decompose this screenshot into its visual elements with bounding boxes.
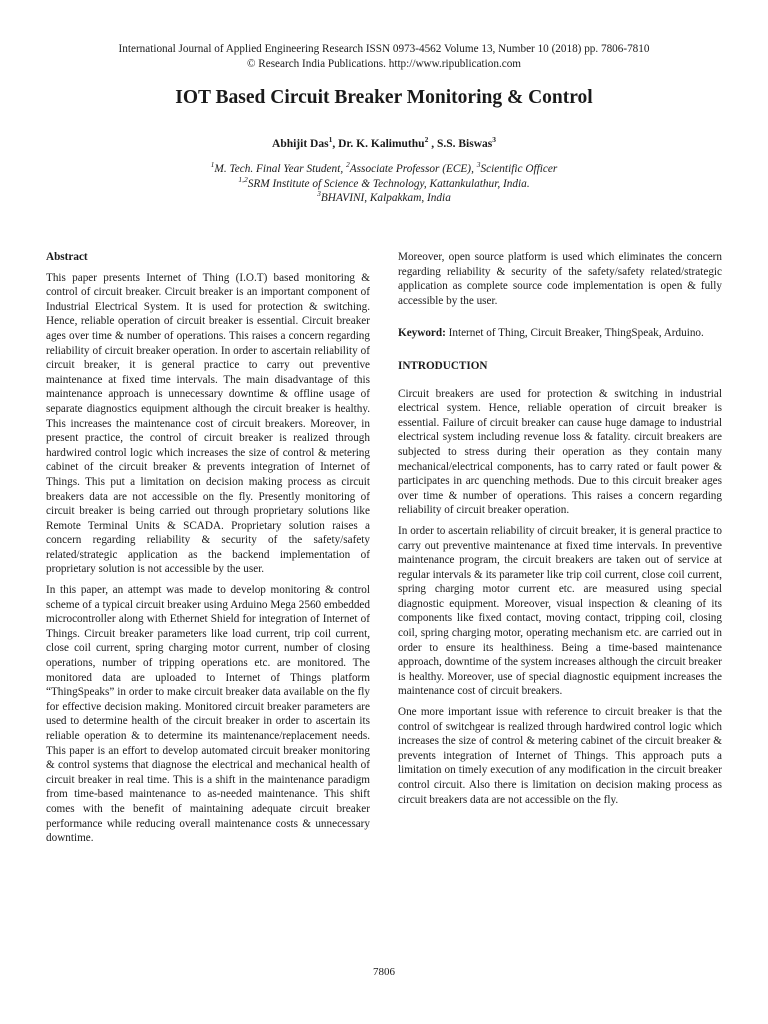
body-paragraph: Circuit breakers are used for protection & switching in industrial electrical system. Hence, reliable operation of circuit breaker is essential. Failure of circuit breaker can cause huge damage to industrial electrical system including revenue loss & fatality. circuit breakers are subjected to stress during their operation as they contain many mechanical/electrical components, has to carry rated or fault power & participates in arc quenching methods. Due to this circuit breaker ages over time & number of operations. This raises a concern regarding reliability of circuit breaker operation. — [398, 387, 722, 517]
affiliation-line — [0, 191, 768, 206]
introduction-heading: INTRODUCTION — [398, 359, 488, 372]
keywords — [398, 326, 722, 341]
abstract-paragraph: Moreover, open source platform is used which eliminates the concern regarding reliability & security of the safety/safety related/strategic application as complete source code implementation is open & fully accessible by the user. — [398, 251, 722, 307]
abstract-heading: Abstract — [46, 251, 88, 263]
author-affil-marker: 1 — [328, 135, 333, 145]
affil-marker: 2 — [346, 160, 350, 170]
affil-text: Scientific Officer — [480, 163, 558, 175]
affil-text: M. Tech. Final Year Student, — [214, 163, 346, 175]
body-paragraph: In order to ascertain reliability of circuit breaker, it is general practice to carry out preventive maintenance at fixed time intervals. In preventive maintenance program, the circuit breakers are taken out of service at regular intervals & its parameter like trip coil current, close coil current, spring charging motor current etc. are measured using special diagnostic equipment. Moreover, visual inspection & cleaning of its components like fixed contact, moving contact, tripping coil, closing coil, spring charging motor, operating mechanism etc. are carried out in order to ensure its healthiness. Being a time-based maintenance approach, downtime of the system increases although the circuit breaker is healthy. Moreover, use of special diagnostic equipment increases the maintenance cost of circuit breakers. — [398, 524, 722, 698]
affil-marker: 3 — [317, 189, 321, 199]
abstract-paragraph: This paper presents Internet of Thing (I.O.T) based monitoring & control of circuit breaker. Circuit breaker is an important component of Industrial Electrical System. It is used for protection & switching. Hence, reliable operation of circuit breaker is essential. Circuit breaker ages over time & number of operations. This raises a concern regarding reliability of circuit breaker operation. In order to ascertain reliability of circuit breaker, it is general practice to carry out preventive maintenance at fixed time intervals. The main disadvantage of this maintenance approach is unnecessary downtime & offline usage of separate diagnostics equipment although the circuit breaker is healthy. This increases the maintenance cost of circuit breakers. Moreover, in present practice, the control of circuit breaker is realized through hardwired control logic which increases the size of control & metering cabinet of the circuit breaker & prevents integration of Internet of Things. This put a limitation on decision making process as circuit breakers data are not accessible on the fly. Presently monitoring of circuit breaker is being carried out through proprietary solutions like Remote Terminal Units & SCADA. Proprietary solution raises a concern regarding reliability & security of the safety/safety related/strategic application as the backend implementation of proprietary solution is not accessible by the user. — [46, 271, 370, 576]
affil-marker: 1 — [210, 160, 215, 170]
affil-marker: 3 — [476, 160, 481, 170]
journal-citation: International Journal of Applied Engineering Research ISSN 0973-4562 Volume 13, Number 10 (2018) pp. 7806-7810 — [118, 43, 650, 55]
affil-text: SRM Institute of Science & Technology, Kattankulathur, India. — [247, 177, 530, 190]
author-list: Abhijit Das$^1$, Dr. K. Kalimuthu$^2$ , S.S. Biswas$^3$ — [272, 135, 496, 150]
abstract-paragraph: In this paper, an attempt was made to develop monitoring & control scheme of a typical circuit breaker using Arduino Mega 2560 embedded microcontroller along with Ethernet Shield for integration of Internet of Things. Circuit breaker parameters like load current, trip coil current, close coil current, spring charging motor current, number of closing operations, number of tripping operations etc. are monitored. The monitored data are uploaded to Internet of Things platform “ThingSpeaks” in order to make circuit breaker data available on the fly for effective decision making. Monitored circuit breaker parameters are used to determine health of the circuit breaker in order to ascertain its reliable operation & to determine its maintenance/replacement needs. This paper is an effort to develop automated circuit breaker monitoring & control systems that diagnose the electrical and mechanical health of circuit breaker in real time. This is a shift in the maintenance paradigm from time-based maintenance to as-needed maintenance. This shift comes with the benefit of maintaining adequate circuit breaker performance while reducing overall maintenance costs & unnecessary downtime. — [46, 584, 370, 845]
affil-text: Associate Professor (ECE), — [349, 163, 477, 175]
author-name: Abhijit Das — [272, 138, 329, 150]
paper-title: IOT Based Circuit Breaker Monitoring & Control — [175, 87, 593, 108]
author-name: S.S. Biswas — [436, 138, 493, 150]
page-number: 7806 — [373, 966, 395, 978]
body-paragraph: One more important issue with reference to circuit breaker is that the control of switchgear is realized through hardwired control logic which increases the size of control & metering cabinet of the circuit breaker & prevents integration of Internet of Things. This approach puts a limitation on timely execution of any modification in the circuit breaker control circuit. Also there is limitation on decision making process as circuit breakers data are not accessible on the fly. — [398, 706, 722, 806]
keyword-text: Internet of Thing, Circuit Breaker, ThingSpeak, Arduino. — [445, 327, 704, 340]
author-affil-marker: 2 — [424, 135, 429, 145]
affiliations — [0, 162, 768, 206]
publisher-line: © Research India Publications. http://www.ripublication.com — [246, 58, 522, 70]
affiliation-line — [0, 162, 768, 177]
affiliation-line — [0, 174, 768, 192]
affil-marker: 1,2 — [238, 174, 248, 184]
author-affil-marker: 3 — [492, 135, 496, 145]
affil-text: BHAVINI, Kalpakkam, India — [320, 192, 451, 204]
journal-header — [0, 42, 768, 72]
keyword-label: Keyword: — [398, 327, 446, 340]
author-name: Dr. K. Kalimuthu — [338, 138, 425, 150]
right-column — [398, 250, 722, 813]
left-column — [46, 250, 370, 852]
